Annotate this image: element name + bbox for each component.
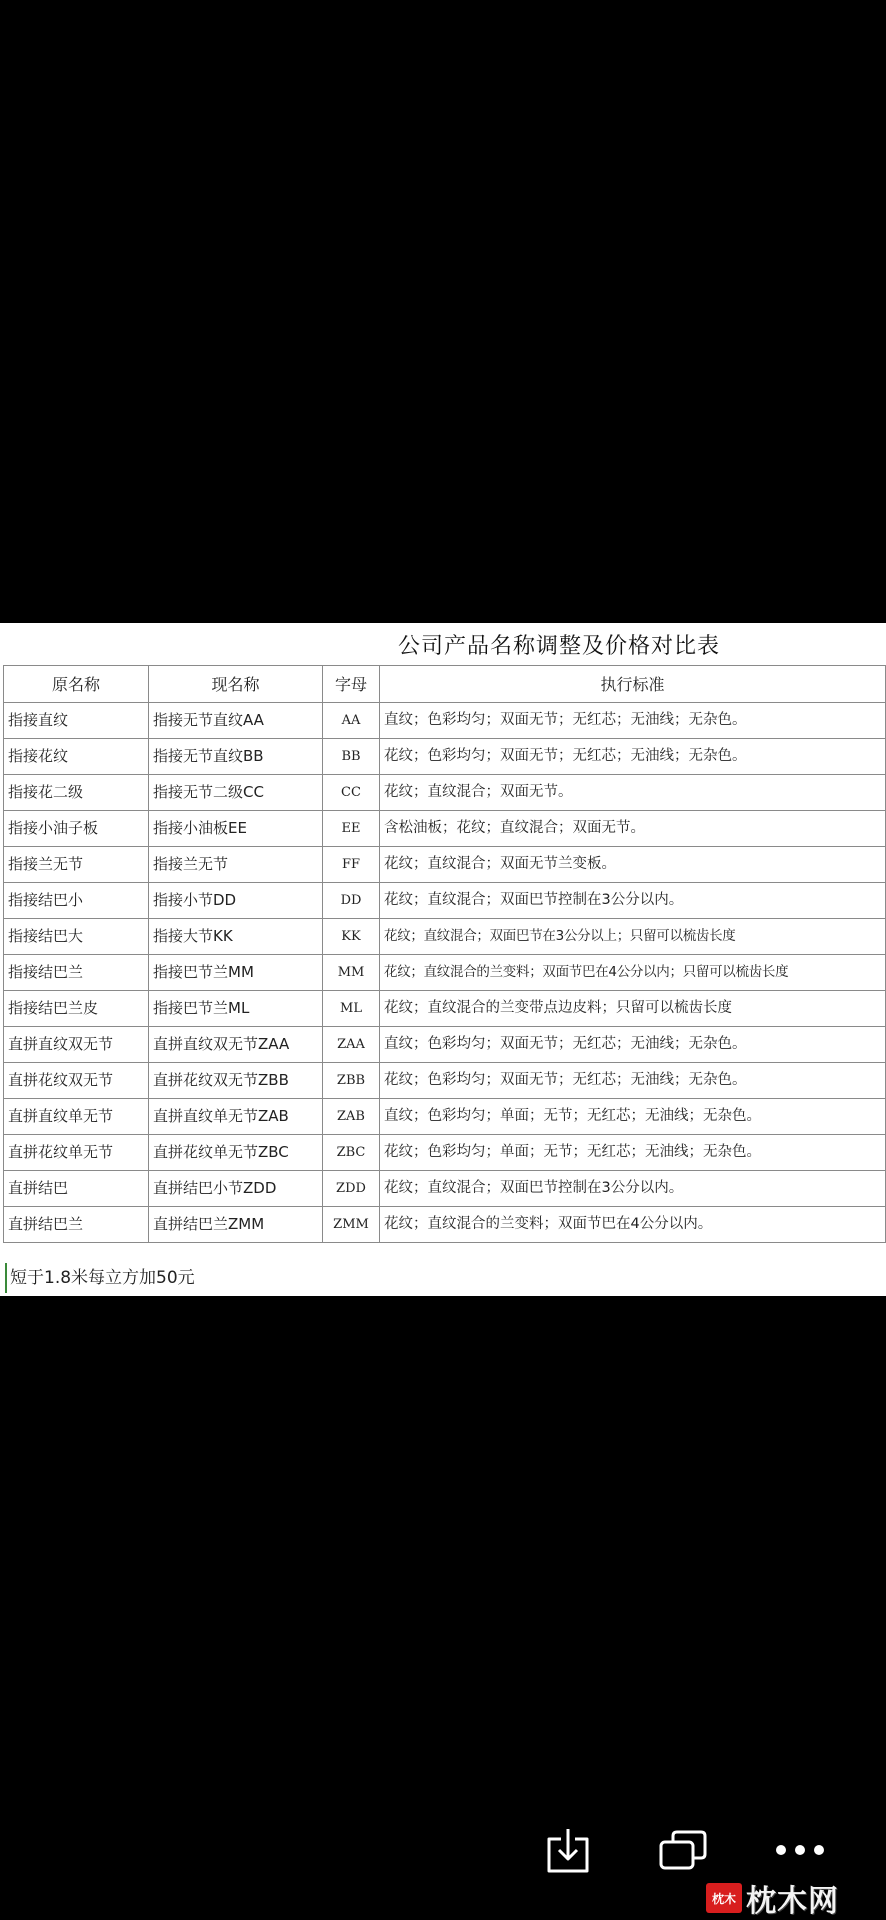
- cell-letter-code: ZDD: [323, 1171, 380, 1207]
- cell-standard: 花纹；直纹混合；双面无节兰变板。: [380, 847, 886, 883]
- multi-window-icon: [657, 1826, 709, 1874]
- cell-current-name: 指接无节直纹BB: [149, 739, 323, 775]
- cell-standard: 花纹；色彩均匀；双面无节；无红芯；无油线；无杂色。: [380, 1063, 886, 1099]
- cell-letter-code: ZAA: [323, 1027, 380, 1063]
- header-current-name: 现名称: [149, 666, 323, 703]
- cell-original-name: 直拼花纹双无节: [4, 1063, 149, 1099]
- cell-current-name: 直拼结巴小节ZDD: [149, 1171, 323, 1207]
- table-row: [4, 811, 886, 847]
- table-row: [4, 955, 886, 991]
- table-row: [4, 739, 886, 775]
- price-comparison-table: [3, 665, 886, 1243]
- shared-image[interactable]: [0, 623, 886, 1296]
- cell-letter-code: DD: [323, 883, 380, 919]
- multi-window-button[interactable]: [653, 1820, 713, 1880]
- table-row: [4, 847, 886, 883]
- download-icon: [545, 1825, 591, 1875]
- cell-standard: 花纹；直纹混合；双面无节。: [380, 775, 886, 811]
- cell-letter-code: ZAB: [323, 1099, 380, 1135]
- cell-original-name: 指接兰无节: [4, 847, 149, 883]
- cell-original-name: 指接结巴兰: [4, 955, 149, 991]
- table-row: [4, 775, 886, 811]
- table-row: [4, 1099, 886, 1135]
- cell-current-name: 指接大节KK: [149, 919, 323, 955]
- cell-letter-code: KK: [323, 919, 380, 955]
- cell-letter-code: MM: [323, 955, 380, 991]
- cell-letter-code: FF: [323, 847, 380, 883]
- download-button[interactable]: [538, 1820, 598, 1880]
- table-row: [4, 1135, 886, 1171]
- table-footnote: 短于1.8米每立方加50元: [5, 1263, 610, 1293]
- cell-standard: 直纹；色彩均匀；双面无节；无红芯；无油线；无杂色。: [380, 1027, 886, 1063]
- site-watermark: [706, 1882, 876, 1919]
- table-row: [4, 883, 886, 919]
- more-options-button[interactable]: [770, 1820, 830, 1880]
- table-title: 公司产品名称调整及价格对比表: [398, 634, 721, 659]
- header-original-name: 原名称: [4, 666, 149, 703]
- cell-current-name: 直拼直纹双无节ZAA: [149, 1027, 323, 1063]
- cell-standard: 花纹；直纹混合的兰变带点边皮料；只留可以梳齿长度: [380, 991, 886, 1027]
- cell-standard: 花纹；直纹混合的兰变料；双面节巴在4公分以内；只留可以梳齿长度: [380, 955, 886, 991]
- cell-letter-code: AA: [323, 703, 380, 739]
- header-letter-code: 字母: [323, 666, 380, 703]
- cell-current-name: 指接巴节兰ML: [149, 991, 323, 1027]
- cell-original-name: 指接花纹: [4, 739, 149, 775]
- cell-current-name: 指接小油板EE: [149, 811, 323, 847]
- cell-letter-code: BB: [323, 739, 380, 775]
- cell-letter-code: EE: [323, 811, 380, 847]
- cell-letter-code: ZBB: [323, 1063, 380, 1099]
- cell-letter-code: ML: [323, 991, 380, 1027]
- cell-standard: 花纹；直纹混合；双面巴节控制在3公分以内。: [380, 1171, 886, 1207]
- cell-letter-code: CC: [323, 775, 380, 811]
- cell-letter-code: ZBC: [323, 1135, 380, 1171]
- table-row: [4, 703, 886, 739]
- cell-standard: 花纹；直纹混合；双面巴节在3公分以上；只留可以梳齿长度: [380, 919, 886, 955]
- cell-standard: 花纹；色彩均匀；单面；无节；无红芯；无油线；无杂色。: [380, 1135, 886, 1171]
- watermark-text: 枕木网: [746, 1884, 839, 1919]
- cell-standard: 直纹；色彩均匀；单面；无节；无红芯；无油线；无杂色。: [380, 1099, 886, 1135]
- cell-original-name: 指接直纹: [4, 703, 149, 739]
- table-row: [4, 919, 886, 955]
- cell-original-name: 直拼结巴: [4, 1171, 149, 1207]
- cell-standard: 花纹；色彩均匀；双面无节；无红芯；无油线；无杂色。: [380, 739, 886, 775]
- cell-original-name: 直拼直纹双无节: [4, 1027, 149, 1063]
- table-row: [4, 1171, 886, 1207]
- table-row: [4, 1063, 886, 1099]
- cell-current-name: 直拼花纹单无节ZBC: [149, 1135, 323, 1171]
- cell-current-name: 指接无节直纹AA: [149, 703, 323, 739]
- table-header-row: [4, 666, 886, 703]
- header-standard: 执行标准: [380, 666, 886, 703]
- cell-original-name: 直拼花纹单无节: [4, 1135, 149, 1171]
- cell-current-name: 指接巴节兰MM: [149, 955, 323, 991]
- cell-original-name: 直拼直纹单无节: [4, 1099, 149, 1135]
- table-row: [4, 1027, 886, 1063]
- cell-current-name: 指接无节二级CC: [149, 775, 323, 811]
- cell-letter-code: ZMM: [323, 1207, 380, 1243]
- table-row: [4, 991, 886, 1027]
- cell-standard: 含松油板；花纹；直纹混合；双面无节。: [380, 811, 886, 847]
- cell-original-name: 指接结巴兰皮: [4, 991, 149, 1027]
- cell-current-name: 直拼结巴兰ZMM: [149, 1207, 323, 1243]
- cell-current-name: 直拼直纹单无节ZAB: [149, 1099, 323, 1135]
- watermark-logo: 枕木: [706, 1883, 742, 1913]
- cell-current-name: 指接兰无节: [149, 847, 323, 883]
- cell-original-name: 指接花二级: [4, 775, 149, 811]
- cell-original-name: 指接结巴小: [4, 883, 149, 919]
- cell-original-name: 直拼结巴兰: [4, 1207, 149, 1243]
- cell-current-name: 直拼花纹双无节ZBB: [149, 1063, 323, 1099]
- more-dots-icon: [774, 1843, 826, 1857]
- cell-current-name: 指接小节DD: [149, 883, 323, 919]
- cell-original-name: 指接结巴大: [4, 919, 149, 955]
- cell-original-name: 指接小油子板: [4, 811, 149, 847]
- cell-standard: 花纹；直纹混合；双面巴节控制在3公分以内。: [380, 883, 886, 919]
- cell-standard: 花纹；直纹混合的兰变料；双面节巴在4公分以内。: [380, 1207, 886, 1243]
- table-row: [4, 1207, 886, 1243]
- cell-standard: 直纹；色彩均匀；双面无节；无红芯；无油线；无杂色。: [380, 703, 886, 739]
